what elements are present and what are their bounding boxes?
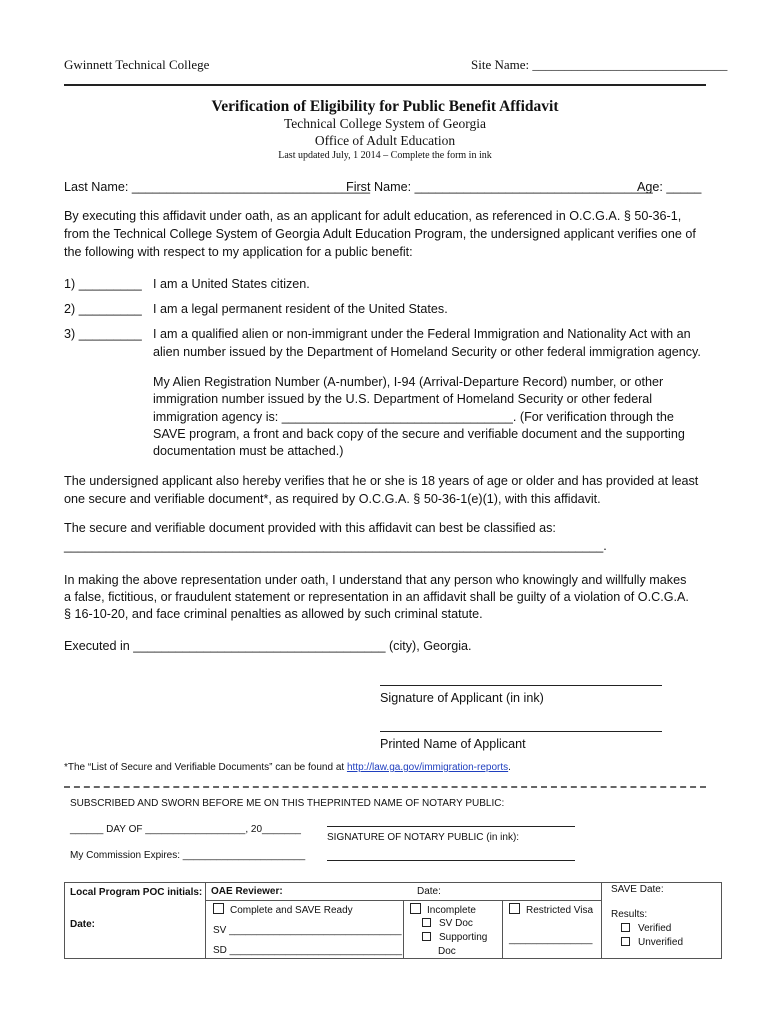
immigration-reports-link[interactable]: http://law.ga.gov/immigration-reports: [346, 762, 509, 773]
table-divider-3: [502, 900, 503, 958]
notary-signature-line[interactable]: [327, 860, 575, 861]
alien-line-5: documentation must be attached.): [153, 444, 344, 458]
checkbox-icon: [422, 918, 431, 927]
checkbox-icon: [213, 903, 224, 914]
intro-line-2: from the Technical College System of Georgia Adult Education Program, the undersigned applicant verifies one of: [64, 227, 696, 241]
results-label: Results:: [611, 909, 648, 920]
restricted-visa-field[interactable]: _______________: [509, 934, 593, 945]
save-date-label: SAVE Date:: [611, 884, 664, 895]
restricted-visa-label: Restricted Visa: [526, 905, 594, 916]
signature-label: Signature of Applicant (in ink): [380, 691, 544, 705]
checkbox-icon: [621, 923, 630, 932]
sd-field[interactable]: SD _______________________________: [213, 945, 403, 956]
option-2-text: I am a legal permanent resident of the United States.: [153, 302, 448, 316]
unverified-checkbox[interactable]: [621, 937, 683, 948]
table-row-divider: [205, 900, 601, 901]
checkbox-icon: [410, 903, 421, 914]
form-title: Verification of Eligibility for Public Benefit Affidavit: [211, 98, 559, 115]
notary-divider: [64, 786, 706, 788]
reviewer-date-label: Date:: [417, 886, 441, 897]
last-updated-note: Last updated July, 1 2014 – Complete the form in ink: [278, 150, 492, 161]
verified-label: Verified: [638, 923, 672, 934]
option-2-blank[interactable]: 2) _________: [64, 302, 142, 316]
complete-save-label: Complete and SAVE Ready: [230, 905, 353, 916]
age-para-line-1: The undersigned applicant also hereby verifies that he or she is 18 years of age or older and has provided at least: [64, 474, 699, 488]
first-name-field[interactable]: First Name: __________________________________: [346, 180, 653, 194]
option-1-blank[interactable]: 1) _________: [64, 277, 142, 291]
option-3-text: I am a qualified alien or non-immigrant under the Federal Immigration and Nationality Act with an: [153, 327, 691, 341]
signature-line[interactable]: [380, 685, 662, 686]
oae-reviewer-label: OAE Reviewer:: [211, 886, 283, 897]
notary-signature-label: SIGNATURE OF NOTARY PUBLIC (in ink):: [327, 832, 520, 843]
alien-line-1: My Alien Registration Number (A-number), I-94 (Arrival-Departure Record) number, or other: [153, 375, 664, 389]
executed-city-field[interactable]: Executed in ____________________________________ (city), Georgia.: [64, 639, 472, 653]
checkbox-icon: [509, 903, 520, 914]
restricted-visa-checkbox[interactable]: [509, 903, 593, 916]
notary-printed-name-label: PRINTED NAME OF NOTARY PUBLIC:: [327, 798, 505, 809]
age-para-line-2: one secure and verifiable document*, as required by O.C.G.A. § 50-36-1(e)(1), with this affidavit.: [64, 492, 601, 506]
option-1-text: I am a United States citizen.: [153, 277, 310, 291]
doc-label: Doc: [438, 946, 456, 957]
printed-name-label: Printed Name of Applicant: [380, 737, 526, 751]
intro-line-1: By executing this affidavit under oath, as an applicant for adult education, as referenced in O.C.G.A. § 50-36-1,: [64, 209, 682, 223]
intro-line-3: the following with respect to my application for a public benefit:: [64, 245, 413, 259]
table-divider-2: [403, 900, 404, 958]
alien-number-field[interactable]: immigration agency is: _________________________________. (For verification through the: [153, 410, 674, 424]
sv-doc-label: SV Doc: [439, 918, 473, 929]
sv-field[interactable]: SV _______________________________: [213, 925, 402, 936]
supporting-label: Supporting: [439, 932, 488, 943]
checkbox-icon: [422, 932, 431, 941]
incomplete-checkbox[interactable]: [410, 903, 476, 916]
oath-line-1: In making the above representation under oath, I understand that any person who knowingly and willfully makes: [64, 573, 687, 587]
site-name-field[interactable]: Site Name: ______________________________: [471, 57, 728, 72]
unverified-label: Unverified: [638, 937, 684, 948]
footnote: [64, 762, 511, 773]
commission-expires-field[interactable]: My Commission Expires: ______________________: [70, 850, 306, 861]
poc-initials-label: Local Program POC initials:: [70, 887, 203, 898]
sworn-label: SUBSCRIBED AND SWORN BEFORE ME ON THIS THE: [70, 798, 327, 809]
table-divider-4: [601, 882, 602, 958]
table-divider-1: [205, 882, 206, 958]
doc-para-line-1: The secure and verifiable document provided with this affidavit can best be classified as:: [64, 521, 556, 535]
option-3-text-2: alien number issued by the Department of Homeland Security or other federal immigration agency.: [153, 345, 701, 359]
oath-line-3: § 16-10-20, and face criminal penalties as allowed by such criminal statute.: [64, 607, 483, 621]
incomplete-label: Incomplete: [427, 905, 476, 916]
org-name: Technical College System of Georgia: [284, 116, 486, 131]
sv-doc-checkbox[interactable]: [422, 918, 473, 929]
oath-line-2: a false, fictitious, or fraudulent statement or representation in an affidavit shall be guilty of a violation of O.C.G.A.: [64, 590, 689, 604]
college-name: Gwinnett Technical College: [64, 57, 210, 72]
verified-checkbox[interactable]: [621, 923, 671, 934]
alien-line-2: immigration number issued by the U.S. Department of Homeland Security or other federal: [153, 392, 653, 406]
doc-classification-field[interactable]: _____________________________________________________________________________.: [64, 539, 607, 553]
age-field[interactable]: Age: _____: [637, 180, 702, 194]
alien-line-4: SAVE program, a front and back copy of the secure and verifiable document and the supporting: [153, 427, 685, 441]
office-name: Office of Adult Education: [314, 133, 456, 148]
supporting-doc-checkbox[interactable]: [422, 932, 487, 943]
header-divider: [64, 84, 706, 86]
complete-save-ready-checkbox[interactable]: [213, 903, 353, 916]
checkbox-icon: [621, 937, 630, 946]
notary-printed-name-line[interactable]: [327, 826, 575, 827]
poc-date-label: Date:: [70, 919, 96, 930]
sworn-day-field[interactable]: ______ DAY OF __________________, 20_______: [70, 824, 301, 835]
last-name-field[interactable]: Last Name: __________________________________: [64, 180, 371, 194]
footnote-end: .: [508, 762, 511, 773]
printed-name-line[interactable]: [380, 731, 662, 732]
footnote-text: *The “List of Secure and Verifiable Documents” can be found at: [64, 762, 347, 773]
option-3-blank[interactable]: 3) _________: [64, 327, 142, 341]
